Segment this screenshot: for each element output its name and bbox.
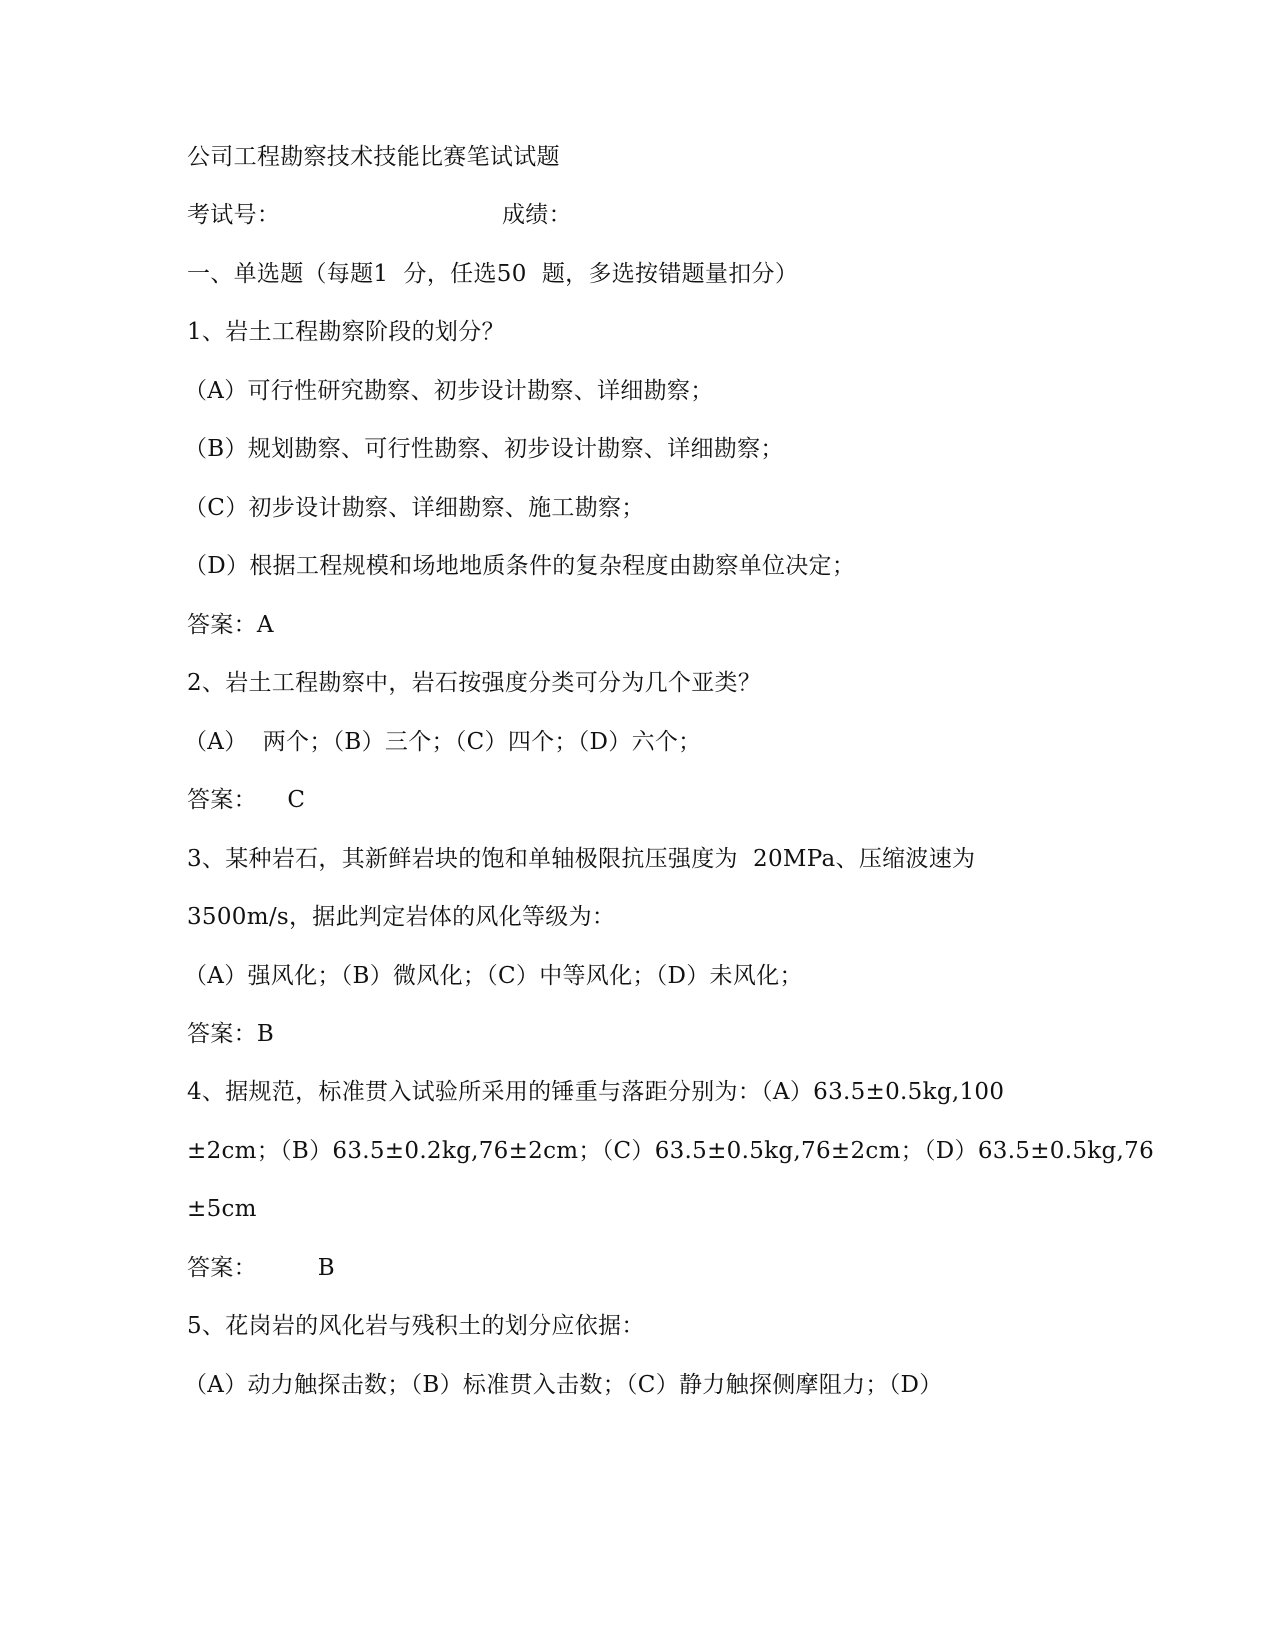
q3-options: （A）强风化；（B）微风化；（C）中等风化；（D）未风化； [184, 963, 803, 989]
exam-number-label: 考试号： [187, 202, 281, 228]
q5-options: （A）动力触探击数；（B）标准贯入击数；（C）静力触探侧摩阻力；（D） [184, 1372, 943, 1398]
question-3-line-2: 3500m/s，据此判定岩体的风化等级为： [187, 904, 616, 930]
question-2: 2、岩土工程勘察中，岩石按强度分类可分为几个亚类？ [187, 670, 762, 696]
q2-answer: 答案： C [187, 787, 306, 813]
q1-option-c: （C）初步设计勘察、详细勘察、施工勘察； [184, 495, 645, 521]
question-3-line-1: 3、某种岩石，其新鲜岩块的饱和单轴极限抗压强度为 20MPa、压缩波速为 [187, 846, 976, 872]
question-4-line-2: ±2cm；（B）63.5±0.2kg,76±2cm；（C）63.5±0.5kg,76±2cm；（D）63.5±0.5kg,76 [187, 1138, 1155, 1164]
score-label: 成绩： [502, 202, 572, 228]
question-5: 5、花岗岩的风化岩与残积土的划分应依据： [187, 1313, 645, 1339]
q1-option-d: （D）根据工程规模和场地地质条件的复杂程度由勘察单位决定； [184, 553, 856, 579]
question-1: 1、岩土工程勘察阶段的划分？ [187, 319, 505, 345]
question-4-line-1: 4、据规范，标准贯入试验所采用的锤重与落距分别为：（A）63.5±0.5kg,100 [187, 1079, 1005, 1105]
q1-option-a: （A）可行性研究勘察、初步设计勘察、详细勘察； [184, 378, 714, 404]
q3-answer: 答案：B [187, 1021, 275, 1047]
document-title: 公司工程勘察技术技能比赛笔试试题 [187, 144, 560, 170]
question-4-line-3: ±5cm [187, 1196, 257, 1222]
section-heading: 一、单选题（每题1 分，任选50 题，多选按错题量扣分） [187, 261, 799, 287]
q1-option-b: （B）规划勘察、可行性勘察、初步设计勘察、详细勘察； [184, 436, 784, 462]
q1-answer: 答案：A [187, 612, 274, 638]
q2-options: （A） 两个；（B）三个；（C）四个；（D）六个； [184, 729, 702, 755]
q4-answer: 答案： B [187, 1255, 335, 1281]
